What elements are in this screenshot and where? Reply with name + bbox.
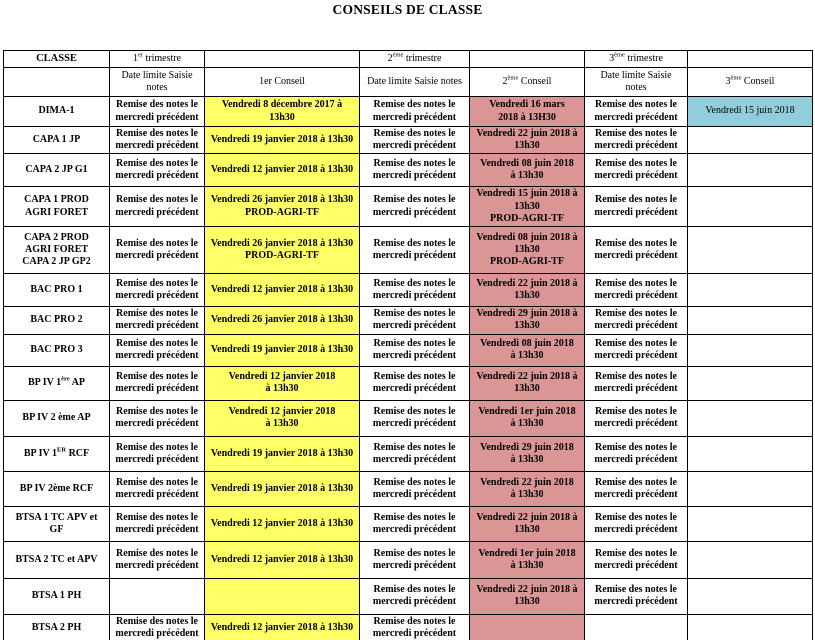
class-name-cell: BTSA 2 TC et APV [4, 541, 110, 578]
deadline-t3-cell: Remise des notes le mercredi précédent [585, 187, 688, 227]
header-trimestre-1: 1er trimestre [110, 51, 205, 68]
deadline-t1-cell: Remise des notes le mercredi précédent [110, 506, 205, 541]
table-row [4, 334, 813, 366]
table-row [4, 127, 813, 154]
conseil-2-cell: Vendredi 22 juin 2018 à 13h30 [470, 471, 585, 506]
deadline-t2-cell: Remise des notes le mercredi précédent [360, 306, 470, 334]
conseil-3-cell [688, 366, 813, 400]
class-name-cell: BAC PRO 2 [4, 306, 110, 334]
page-title: CONSEILS DE CLASSE [332, 2, 483, 17]
conseil-3-cell [688, 306, 813, 334]
header-blank-3 [688, 51, 813, 68]
conseil-3-cell [688, 578, 813, 614]
table-row [4, 578, 813, 614]
table-row [4, 541, 813, 578]
conseil-2-cell: Vendredi 22 juin 2018 à 13h30 [470, 273, 585, 306]
conseil-2-cell: Vendredi 1er juin 2018 à 13h30 [470, 400, 585, 436]
conseil-1-cell: Vendredi 12 janvier 2018 à 13h30 [205, 366, 360, 400]
deadline-t2-cell: Remise des notes le mercredi précédent [360, 506, 470, 541]
conseil-3-cell [688, 506, 813, 541]
conseil-2-cell: Vendredi 22 juin 2018 à 13h30 [470, 366, 585, 400]
class-name-cell: BAC PRO 1 [4, 273, 110, 306]
header-date-limite-3: Date limite Saisie notes [585, 68, 688, 97]
conseil-1-cell: Vendredi 12 janvier 2018 à 13h30 [205, 614, 360, 640]
deadline-t3-cell: Remise des notes le mercredi précédent [585, 97, 688, 127]
deadline-t2-cell: Remise des notes le mercredi précédent [360, 541, 470, 578]
deadline-t3-cell [585, 614, 688, 640]
conseil-1-cell: Vendredi 12 janvier 2018 à 13h30 [205, 400, 360, 436]
deadline-t1-cell: Remise des notes le mercredi précédent [110, 226, 205, 273]
table-row [4, 226, 813, 273]
conseil-3-cell [688, 273, 813, 306]
table-row [4, 506, 813, 541]
deadline-t1-cell: Remise des notes le mercredi précédent [110, 273, 205, 306]
conseil-1-cell: Vendredi 12 janvier 2018 à 13h30 [205, 541, 360, 578]
conseil-3-cell: Vendredi 15 juin 2018 [688, 97, 813, 127]
deadline-t2-cell: Remise des notes le mercredi précédent [360, 614, 470, 640]
conseil-1-cell: Vendredi 26 janvier 2018 à 13h30 PROD-AGRI-TF [205, 187, 360, 227]
header-conseil-1: 1er Conseil [205, 68, 360, 97]
conseil-1-cell: Vendredi 12 janvier 2018 à 13h30 [205, 154, 360, 187]
class-name-cell: BP IV 2 ème AP [4, 400, 110, 436]
deadline-t1-cell: Remise des notes le mercredi précédent [110, 400, 205, 436]
deadline-t1-cell: Remise des notes le mercredi précédent [110, 436, 205, 471]
deadline-t2-cell: Remise des notes le mercredi précédent [360, 471, 470, 506]
conseil-3-cell [688, 154, 813, 187]
header-blank-2 [470, 51, 585, 68]
conseil-2-cell: Vendredi 1er juin 2018 à 13h30 [470, 541, 585, 578]
header-classe-blank [4, 68, 110, 97]
table-row [4, 306, 813, 334]
deadline-t3-cell: Remise des notes le mercredi précédent [585, 578, 688, 614]
class-name-cell: CAPA 2 PROD AGRI FORET CAPA 2 JP GP2 [4, 226, 110, 273]
conseil-1-cell: Vendredi 19 janvier 2018 à 13h30 [205, 334, 360, 366]
deadline-t1-cell: Remise des notes le mercredi précédent [110, 306, 205, 334]
deadline-t3-cell: Remise des notes le mercredi précédent [585, 127, 688, 154]
deadline-t1-cell: Remise des notes le mercredi précédent [110, 154, 205, 187]
conseil-1-cell: Vendredi 8 décembre 2017 à 13h30 [205, 97, 360, 127]
column-header-row [4, 68, 813, 97]
deadline-t3-cell: Remise des notes le mercredi précédent [585, 436, 688, 471]
deadline-t3-cell: Remise des notes le mercredi précédent [585, 506, 688, 541]
conseil-2-cell: Vendredi 08 juin 2018 à 13h30 PROD-AGRI-TF [470, 226, 585, 273]
table-row [4, 273, 813, 306]
class-name-cell: BP IV 1ER RCF [4, 436, 110, 471]
header-classe: CLASSE [4, 51, 110, 68]
conseil-2-cell: Vendredi 22 juin 2018 à 13h30 [470, 127, 585, 154]
deadline-t2-cell: Remise des notes le mercredi précédent [360, 334, 470, 366]
deadline-t2-cell: Remise des notes le mercredi précédent [360, 97, 470, 127]
conseil-3-cell [688, 614, 813, 640]
conseil-2-cell: Vendredi 22 juin 2018 à 13h30 [470, 506, 585, 541]
class-name-cell: BAC PRO 3 [4, 334, 110, 366]
deadline-t1-cell: Remise des notes le mercredi précédent [110, 471, 205, 506]
deadline-t2-cell: Remise des notes le mercredi précédent [360, 226, 470, 273]
class-name-cell: BTSA 2 PH [4, 614, 110, 640]
conseil-1-cell: Vendredi 19 janvier 2018 à 13h30 [205, 127, 360, 154]
table-row [4, 436, 813, 471]
deadline-t2-cell: Remise des notes le mercredi précédent [360, 154, 470, 187]
deadline-t2-cell: Remise des notes le mercredi précédent [360, 578, 470, 614]
deadline-t2-cell: Remise des notes le mercredi précédent [360, 400, 470, 436]
header-date-limite-1: Date limite Saisie notes [110, 68, 205, 97]
deadline-t1-cell: Remise des notes le mercredi précédent [110, 334, 205, 366]
conseil-3-cell [688, 400, 813, 436]
table-body [4, 97, 813, 640]
deadline-t1-cell [110, 578, 205, 614]
deadline-t3-cell: Remise des notes le mercredi précédent [585, 334, 688, 366]
conseil-2-cell: Vendredi 16 mars 2018 à 13H30 [470, 97, 585, 127]
header-trimestre-3: 3ème trimestre [585, 51, 688, 68]
class-name-cell: CAPA 1 JP [4, 127, 110, 154]
table-row [4, 614, 813, 640]
table-row [4, 187, 813, 227]
deadline-t3-cell: Remise des notes le mercredi précédent [585, 366, 688, 400]
table-row [4, 97, 813, 127]
header-date-limite-2: Date limite Saisie notes [360, 68, 470, 97]
conseil-3-cell [688, 436, 813, 471]
table-row [4, 400, 813, 436]
conseil-2-cell: Vendredi 08 juin 2018 à 13h30 [470, 334, 585, 366]
deadline-t3-cell: Remise des notes le mercredi précédent [585, 154, 688, 187]
conseil-3-cell [688, 226, 813, 273]
conseil-1-cell: Vendredi 12 janvier 2018 à 13h30 [205, 506, 360, 541]
conseil-1-cell: Vendredi 19 janvier 2018 à 13h30 [205, 471, 360, 506]
class-name-cell: BP IV 2ème RCF [4, 471, 110, 506]
header-conseil-2: 2ème Conseil [470, 68, 585, 97]
class-name-cell: BTSA 1 TC APV et GF [4, 506, 110, 541]
class-name-cell: DIMA-1 [4, 97, 110, 127]
conseil-2-cell: Vendredi 08 juin 2018 à 13h30 [470, 154, 585, 187]
deadline-t3-cell: Remise des notes le mercredi précédent [585, 226, 688, 273]
deadline-t3-cell: Remise des notes le mercredi précédent [585, 541, 688, 578]
conseil-2-cell: Vendredi 15 juin 2018 à 13h30 PROD-AGRI-TF [470, 187, 585, 227]
deadline-t1-cell: Remise des notes le mercredi précédent [110, 97, 205, 127]
header-conseil-3: 3ème Conseil [688, 68, 813, 97]
table-row [4, 471, 813, 506]
deadline-t2-cell: Remise des notes le mercredi précédent [360, 366, 470, 400]
conseil-3-cell [688, 127, 813, 154]
conseils-de-classe-table [3, 50, 813, 640]
conseil-3-cell [688, 471, 813, 506]
trimester-header-row [4, 51, 813, 68]
conseil-3-cell [688, 541, 813, 578]
deadline-t1-cell: Remise des notes le mercredi précédent [110, 366, 205, 400]
deadline-t2-cell: Remise des notes le mercredi précédent [360, 273, 470, 306]
deadline-t2-cell: Remise des notes le mercredi précédent [360, 436, 470, 471]
class-name-cell: CAPA 2 JP G1 [4, 154, 110, 187]
table-row [4, 154, 813, 187]
deadline-t1-cell: Remise des notes le mercredi précédent [110, 614, 205, 640]
deadline-t2-cell: Remise des notes le mercredi précédent [360, 187, 470, 227]
header-blank-1 [205, 51, 360, 68]
conseil-1-cell: Vendredi 12 janvier 2018 à 13h30 [205, 273, 360, 306]
conseil-1-cell: Vendredi 26 janvier 2018 à 13h30 [205, 306, 360, 334]
conseil-2-cell: Vendredi 29 juin 2018 à 13h30 [470, 436, 585, 471]
conseil-3-cell [688, 334, 813, 366]
header-trimestre-2: 2ème trimestre [360, 51, 470, 68]
deadline-t1-cell: Remise des notes le mercredi précédent [110, 187, 205, 227]
conseil-1-cell [205, 578, 360, 614]
class-name-cell: CAPA 1 PROD AGRI FORET [4, 187, 110, 227]
conseil-2-cell [470, 614, 585, 640]
conseil-1-cell: Vendredi 19 janvier 2018 à 13h30 [205, 436, 360, 471]
class-name-cell: BP IV 1ère AP [4, 366, 110, 400]
deadline-t3-cell: Remise des notes le mercredi précédent [585, 400, 688, 436]
conseil-2-cell: Vendredi 22 juin 2018 à 13h30 [470, 578, 585, 614]
deadline-t3-cell: Remise des notes le mercredi précédent [585, 471, 688, 506]
deadline-t1-cell: Remise des notes le mercredi précédent [110, 127, 205, 154]
table-row [4, 366, 813, 400]
deadline-t1-cell: Remise des notes le mercredi précédent [110, 541, 205, 578]
deadline-t2-cell: Remise des notes le mercredi précédent [360, 127, 470, 154]
class-name-cell: BTSA 1 PH [4, 578, 110, 614]
conseil-2-cell: Vendredi 29 juin 2018 à 13h30 [470, 306, 585, 334]
deadline-t3-cell: Remise des notes le mercredi précédent [585, 273, 688, 306]
conseil-1-cell: Vendredi 26 janvier 2018 à 13h30 PROD-AGRI-TF [205, 226, 360, 273]
conseil-3-cell [688, 187, 813, 227]
deadline-t3-cell: Remise des notes le mercredi précédent [585, 306, 688, 334]
